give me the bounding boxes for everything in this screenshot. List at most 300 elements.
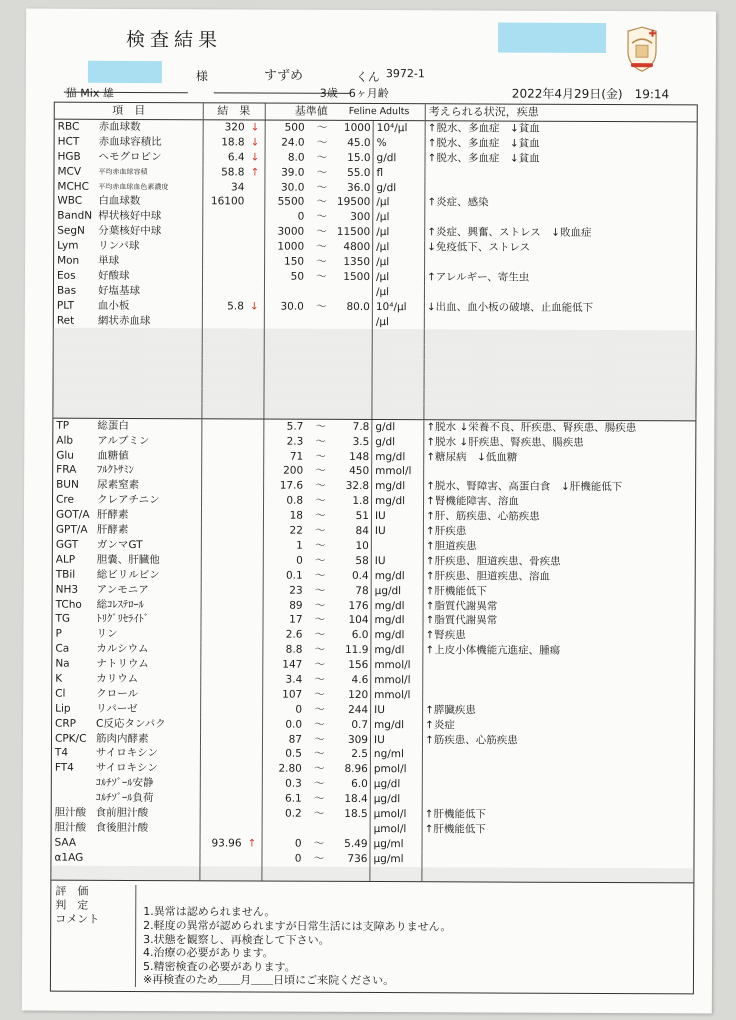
clinical-note: ↑胆道疾患: [425, 540, 477, 553]
reference-low: 200: [283, 465, 304, 478]
test-name: 筋肉内酵素: [95, 732, 149, 745]
range-tilde: ～: [313, 763, 325, 776]
range-tilde: ～: [314, 599, 326, 612]
clinical-note: ↑腎疾患: [425, 629, 466, 642]
range-tilde: ～: [316, 211, 327, 224]
unit: IU: [374, 525, 386, 538]
unit: μg/dl: [374, 584, 402, 597]
test-name: 食後胆汁酸: [95, 821, 149, 834]
test-name: クロール: [96, 687, 139, 700]
clinical-note: ↑肝機能低下: [424, 808, 487, 821]
reference-low: 23: [289, 584, 303, 597]
unit: ng/ml: [373, 748, 404, 761]
test-name: 平均赤血球血色素濃度: [98, 182, 169, 191]
range-tilde: ～: [315, 450, 326, 463]
result-value: 5.8: [227, 300, 244, 313]
test-code: NH3: [55, 583, 79, 596]
unit: μg/dl: [373, 778, 401, 791]
range-tilde: ～: [316, 226, 327, 239]
unit: 10⁴/μl: [375, 300, 407, 313]
test-code: FRA: [56, 464, 77, 477]
unit: 10⁴/μl: [376, 122, 408, 135]
eval-label-line: コメント: [55, 913, 100, 927]
cbc-section: [53, 120, 696, 421]
test-name: サイロキシン: [95, 747, 158, 760]
reference-high: 156: [348, 658, 369, 672]
reference-low: 5500: [277, 196, 305, 209]
test-name: 網状赤血球: [97, 314, 151, 327]
clinical-note: ↓免疫低下、ストレス: [427, 241, 531, 254]
range-tilde: ～: [313, 748, 325, 761]
clinical-note: ↑膵臓疾患: [425, 703, 476, 717]
test-code: GGT: [55, 538, 79, 551]
unit: mmol/l: [374, 673, 411, 687]
reference-low: 71: [289, 450, 304, 463]
test-name: 血小板: [97, 299, 130, 312]
test-name: 総蛋白: [97, 419, 129, 432]
clinical-note: ↑脱水、多血症 ↓貧血: [427, 122, 540, 135]
reference-low: 0.1: [285, 569, 303, 582]
unit: mg/dl: [374, 644, 405, 657]
patient-age: 3歳 6ヶ月齢: [319, 86, 389, 101]
reference-low: 5.7: [286, 420, 304, 433]
test-code: P: [55, 627, 62, 640]
test-code: Ret: [56, 314, 75, 327]
unit: g/dl: [375, 435, 396, 448]
test-code: TBil: [55, 568, 76, 581]
reference-low: 18: [289, 509, 304, 522]
unit: μmol/l: [373, 807, 407, 821]
range-tilde: ～: [315, 435, 326, 448]
test-name: 好塩基球: [97, 284, 140, 297]
unit: mg/dl: [374, 614, 405, 627]
reference-low: 0.3: [285, 777, 302, 790]
clinical-note: ↑肝機能低下: [425, 584, 487, 598]
test-code: GOT/A: [55, 508, 90, 521]
reference-high: 11500: [336, 226, 371, 239]
unit: μg/ml: [373, 852, 404, 865]
test-name: 平均赤血球容積: [98, 167, 148, 176]
test-code: Na: [55, 657, 70, 670]
clinical-note: ↑肝機能低下: [424, 823, 486, 836]
reference-high: 244: [348, 703, 369, 716]
reference-low: 1: [296, 539, 303, 552]
owner-name-redaction: [88, 61, 162, 83]
clinical-note: ↑筋疾患、心筋疾患: [424, 733, 518, 747]
result-flag: ↓: [250, 121, 260, 134]
clinical-note: ↑脱水 ↓肝疾患、腎疾患、腸疾患: [426, 435, 584, 449]
unit: mg/dl: [374, 718, 405, 731]
range-tilde: ～: [316, 240, 327, 253]
reference-high: 18.4: [344, 792, 368, 806]
result-value: 58.8: [221, 166, 245, 179]
report-title: 検査結果: [126, 28, 223, 52]
reference-low: 50: [290, 270, 305, 283]
reference-low: 0: [296, 554, 303, 567]
clinical-note: ↑脱水 ↓栄養不良、肝疾患、腎疾患、腸疾患: [426, 421, 637, 434]
test-name: ヘモグロビン: [98, 150, 162, 163]
reference-high: 120: [348, 688, 369, 701]
unit: /μl: [376, 196, 390, 209]
unit: mmol/l: [374, 659, 411, 672]
clinical-note: ↑脂質代謝異常: [425, 599, 498, 613]
evaluation-label: [55, 885, 136, 987]
test-code: T4: [54, 747, 69, 760]
clinical-note: ↑上皮小体機能亢進症、腫瘍: [425, 644, 561, 658]
honorific-sama: 様: [195, 69, 208, 84]
test-code: WBC: [57, 195, 83, 208]
unit: IU: [373, 733, 385, 746]
range-tilde: ～: [316, 151, 328, 164]
clinical-note: ↑肝疾患: [425, 525, 467, 538]
eval-label-line: 評 価: [55, 885, 89, 899]
reference-high: 3.5: [352, 435, 370, 448]
clinical-note: ↓出血、血小板の破壊、止血能低下: [426, 300, 594, 314]
range-tilde: ～: [314, 658, 325, 671]
reference-high: 5.49: [344, 837, 368, 850]
range-tilde: ～: [314, 554, 326, 567]
test-code: 胆汁酸: [54, 806, 87, 819]
test-name: 好酸球: [97, 269, 130, 282]
eval-label-line: 判 定: [55, 899, 89, 913]
test-name: 総ｺﾚｽﾃﾛｰﾙ: [96, 598, 144, 611]
test-code: MCV: [57, 165, 82, 178]
unit: /μl: [376, 211, 390, 224]
range-tilde: ～: [314, 569, 326, 582]
test-code: MCHC: [57, 180, 90, 193]
test-code: HGB: [57, 150, 81, 163]
reference-high: 1.8: [352, 495, 370, 508]
test-code: Cre: [56, 493, 74, 506]
range-tilde: ～: [313, 807, 325, 820]
clinical-note: ↑脂質代謝異常: [425, 614, 498, 627]
reference-high: 0.4: [351, 569, 369, 582]
comment-option: 4.治療の必要があります。: [143, 946, 274, 960]
reference-high: 104: [348, 614, 369, 627]
reference-low: 0.5: [285, 748, 302, 761]
reference-low: 2.6: [285, 628, 303, 641]
unit: mg/dl: [374, 569, 405, 582]
range-tilde: ～: [313, 792, 325, 805]
unit: mg/dl: [374, 599, 405, 612]
range-tilde: ～: [314, 688, 325, 701]
result-flag: ↓: [250, 136, 260, 149]
range-tilde: ～: [315, 270, 327, 283]
reference-high: 32.8: [345, 480, 370, 493]
test-name: サイロキシン: [95, 762, 158, 775]
reference-high: 19500: [336, 196, 371, 209]
unit: mg/dl: [375, 450, 406, 463]
clinical-note: ↑脱水、多血症 ↓貧血: [427, 152, 540, 165]
reference-low: 0.8: [286, 494, 304, 507]
comment-option: 1.異常は認められません。: [143, 905, 276, 920]
test-code: FT4: [54, 761, 74, 775]
test-name: 分葉核好中球: [98, 225, 162, 238]
reference-high: 18.5: [344, 807, 368, 820]
test-code: SAA: [54, 836, 77, 849]
reference-low: 0.0: [285, 718, 303, 731]
test-name: 白血球数: [98, 195, 141, 208]
test-name: 単球: [98, 254, 120, 267]
unit: /μl: [376, 241, 390, 254]
reference-high: 6.0: [351, 629, 369, 642]
test-name: ガンマGT: [96, 538, 143, 551]
reference-high: 300: [350, 211, 371, 224]
test-code: Lip: [55, 702, 71, 715]
reference-low: 39.0: [281, 166, 305, 179]
test-name: リン: [96, 628, 118, 641]
reference-high: 8.96: [344, 763, 368, 776]
unit: IU: [374, 554, 386, 567]
range-tilde: ～: [313, 837, 325, 850]
unit: mmol/l: [374, 688, 411, 702]
clinical-note: ↑炎症: [425, 718, 455, 732]
clinic-logo-icon: [624, 25, 660, 73]
reference-high: 2.5: [351, 748, 368, 761]
patient-id: 3972-1: [385, 67, 425, 81]
reference-low: 0: [297, 211, 305, 224]
reference-low: 500: [284, 121, 305, 134]
unit: fl: [376, 166, 384, 179]
reference-low: 3.4: [285, 673, 303, 686]
test-name: カルシウム: [96, 642, 149, 656]
reference-low: 2.80: [278, 762, 302, 776]
reference-high: 55.0: [347, 166, 371, 179]
reference-low: 1000: [277, 240, 305, 253]
test-name: ナトリウム: [96, 657, 149, 671]
test-name: ｺﾙﾁｿﾞｰﾙ安静: [95, 776, 154, 790]
reference-high: 78: [355, 584, 369, 597]
test-code: Glu: [56, 449, 74, 462]
chemistry-section: [51, 417, 695, 882]
test-name: 血糖値: [97, 449, 129, 462]
test-code: BandN: [57, 209, 93, 223]
unit: /μl: [375, 285, 390, 298]
test-name: 赤血球数: [98, 120, 141, 134]
clinical-note: ↑肝疾患、胆道疾患、骨疾患: [425, 555, 561, 568]
reference-low: 0: [294, 852, 302, 865]
report-datetime: 2022年4月29日(金) 19:14: [511, 86, 670, 102]
reference-low: 8.0: [287, 151, 305, 164]
reference-low: 147: [282, 658, 303, 671]
reference-low: 89: [289, 599, 303, 612]
unit: μmol/l: [373, 822, 407, 836]
unit: μg/ml: [373, 837, 404, 850]
result-value: 6.4: [227, 151, 245, 164]
reference-high: 58: [355, 554, 369, 567]
test-name: カリウム: [96, 672, 139, 685]
unit: /μl: [375, 270, 390, 283]
result-value: 18.8: [221, 136, 245, 149]
test-code: HCT: [57, 135, 80, 148]
reference-high: 7.8: [352, 420, 370, 433]
range-tilde: ～: [315, 495, 326, 508]
reference-high: 4.6: [351, 673, 369, 686]
test-code: TG: [55, 613, 71, 626]
reference-high: 450: [349, 465, 370, 478]
test-name: アルブミン: [97, 434, 150, 447]
test-code: Mon: [57, 254, 80, 267]
test-name: 総ビリルビン: [96, 568, 160, 581]
unit: g/dl: [376, 181, 397, 194]
test-name: クレアチニン: [97, 494, 160, 507]
reference-low: 6.1: [285, 792, 302, 805]
result-flag: ↓: [249, 300, 259, 313]
reference-low: 22: [289, 524, 303, 537]
range-tilde: ～: [314, 524, 326, 537]
range-tilde: ～: [313, 777, 325, 790]
test-name: 食前胆汁酸: [95, 806, 149, 820]
test-code: ALP: [55, 553, 76, 566]
result-flag: ↓: [250, 151, 260, 164]
test-code: SegN: [57, 224, 85, 237]
reference-high: 4800: [343, 241, 371, 254]
test-code: PLT: [56, 299, 75, 312]
reference-low: 3000: [277, 225, 305, 238]
clinical-note: ↑肝疾患、胆道疾患、溶血: [425, 569, 551, 583]
clinical-note: ↑脱水、多血症 ↓貧血: [427, 137, 540, 150]
unit: pmol/l: [373, 763, 407, 776]
unit: IU: [374, 510, 386, 523]
unit: IU: [374, 703, 385, 716]
range-tilde: ～: [313, 733, 325, 746]
pet-name: すずめ: [263, 68, 304, 84]
clinical-note: ↑脱水、腎障害、高蛋白食 ↓肝機能低下: [426, 480, 623, 494]
reference-low: 150: [284, 255, 305, 268]
reference-high: 1000: [343, 121, 371, 135]
range-tilde: ～: [316, 255, 327, 268]
test-name: 肝酵素: [96, 523, 129, 536]
range-tilde: ～: [315, 480, 326, 493]
col-item-header: 項 目: [112, 103, 146, 118]
reference-high: 36.0: [346, 181, 371, 194]
clinical-note: ↑炎症、感染: [427, 196, 489, 209]
reference-low: 24.0: [281, 136, 305, 149]
range-tilde: ～: [314, 614, 326, 627]
range-tilde: ～: [316, 166, 328, 179]
test-code: Eos: [56, 269, 76, 282]
range-tilde: ～: [314, 509, 326, 522]
reference-low: 17.6: [279, 479, 304, 493]
col-reference-sub-header: Feline Adults: [348, 105, 410, 118]
range-tilde: ～: [316, 121, 328, 134]
test-name: リパーゼ: [96, 702, 138, 715]
range-tilde: ～: [314, 584, 326, 597]
range-tilde: ～: [314, 673, 325, 686]
result-flag: ↑: [250, 166, 260, 179]
reference-low: 8.8: [285, 643, 303, 656]
result-value: 320: [224, 121, 245, 134]
redaction-box: [498, 23, 606, 53]
lab-report-sheet: [22, 8, 716, 1013]
comment-option: 3.状態を観察し、再検査して下さい。: [143, 932, 330, 947]
unit: mg/dl: [374, 629, 405, 642]
range-tilde: ～: [313, 852, 325, 865]
test-name: アンモニア: [96, 583, 149, 596]
unit: /μl: [375, 315, 389, 328]
reference-high: 51: [355, 510, 370, 523]
reference-low: 87: [288, 733, 303, 746]
range-tilde: ～: [314, 703, 325, 716]
unit: mmol/l: [375, 465, 412, 478]
test-code: 胆汁酸: [54, 821, 87, 834]
test-name: C反応タンパク: [96, 717, 166, 730]
test-code: RBC: [57, 120, 80, 133]
reference-high: 11.9: [344, 644, 369, 657]
reference-low: 30.0: [280, 181, 305, 194]
unit: /μl: [376, 226, 390, 239]
clinical-note: ↑肝、筋疾患、心筋疾患: [425, 510, 540, 523]
result-value: 16100: [210, 195, 245, 208]
test-code: BUN: [56, 479, 79, 492]
test-name: 桿状核好中球: [98, 210, 162, 223]
clinical-note: ↑炎症、興奮、ストレス ↓敗血症: [427, 226, 592, 240]
range-tilde: ～: [315, 465, 326, 478]
test-code: TCho: [55, 598, 82, 611]
reference-low: 0: [295, 703, 303, 716]
unit: g/dl: [375, 420, 396, 433]
test-name: ﾌﾙｸﾄｻﾐﾝ: [97, 464, 134, 477]
test-name: 赤血球容積比: [98, 135, 162, 148]
test-name: ｺﾙﾁｿﾞｰﾙ負荷: [95, 791, 154, 805]
unit: %: [376, 136, 387, 149]
test-code: CRP: [55, 717, 77, 730]
unit: g/dl: [376, 151, 397, 164]
col-notes-header: 考えられる状況，疾患: [428, 105, 539, 119]
range-tilde: ～: [315, 420, 326, 433]
reference-low: 30.0: [280, 300, 304, 313]
reference-high: 6.0: [351, 778, 368, 791]
reference-high: 10: [355, 539, 369, 552]
species-sex: 猫 Mix 雄: [65, 86, 114, 100]
test-code: Alb: [56, 434, 74, 447]
reference-high: 736: [347, 852, 368, 865]
comment-option: 5.精密検査の必要があります。: [142, 959, 296, 974]
clinical-note: ↑アレルギー、寄生虫: [426, 271, 530, 284]
reference-high: 148: [349, 450, 370, 463]
reference-high: 1500: [343, 270, 371, 283]
reference-high: 45.0: [347, 136, 371, 149]
result-value: 93.96: [211, 837, 242, 850]
test-code: CPK/C: [54, 732, 87, 745]
test-name: リンパ球: [98, 239, 140, 253]
unit: μg/dl: [373, 793, 401, 806]
unit: mg/dl: [375, 495, 406, 508]
results-table: [50, 102, 698, 995]
test-code: Ca: [55, 642, 70, 655]
range-tilde: ～: [314, 643, 325, 656]
reference-high: 84: [355, 524, 369, 538]
reference-low: 0.2: [284, 807, 302, 820]
test-code: Bas: [56, 284, 77, 297]
reference-high: 15.0: [347, 151, 371, 164]
col-result-header: 結 果: [217, 104, 251, 118]
clinical-note: ↑糖尿病 ↓低血糖: [426, 450, 518, 464]
range-tilde: ～: [316, 181, 327, 194]
test-name: 肝酵素: [96, 508, 129, 522]
unit: mg/dl: [375, 480, 406, 493]
range-tilde: ～: [314, 629, 325, 642]
range-tilde: ～: [316, 196, 327, 209]
comment-option: ※再検査のため＿＿月＿＿日頃にご来院ください。: [142, 973, 395, 988]
reference-low: 2.3: [286, 435, 304, 448]
range-tilde: ～: [315, 300, 327, 313]
test-name: ﾄﾘｸﾞﾘｾﾗｲﾄﾞ: [96, 613, 150, 626]
result-value: 34: [231, 180, 245, 194]
test-code: Lym: [57, 239, 79, 252]
range-tilde: ～: [314, 718, 325, 731]
evaluation-section: [51, 880, 693, 994]
